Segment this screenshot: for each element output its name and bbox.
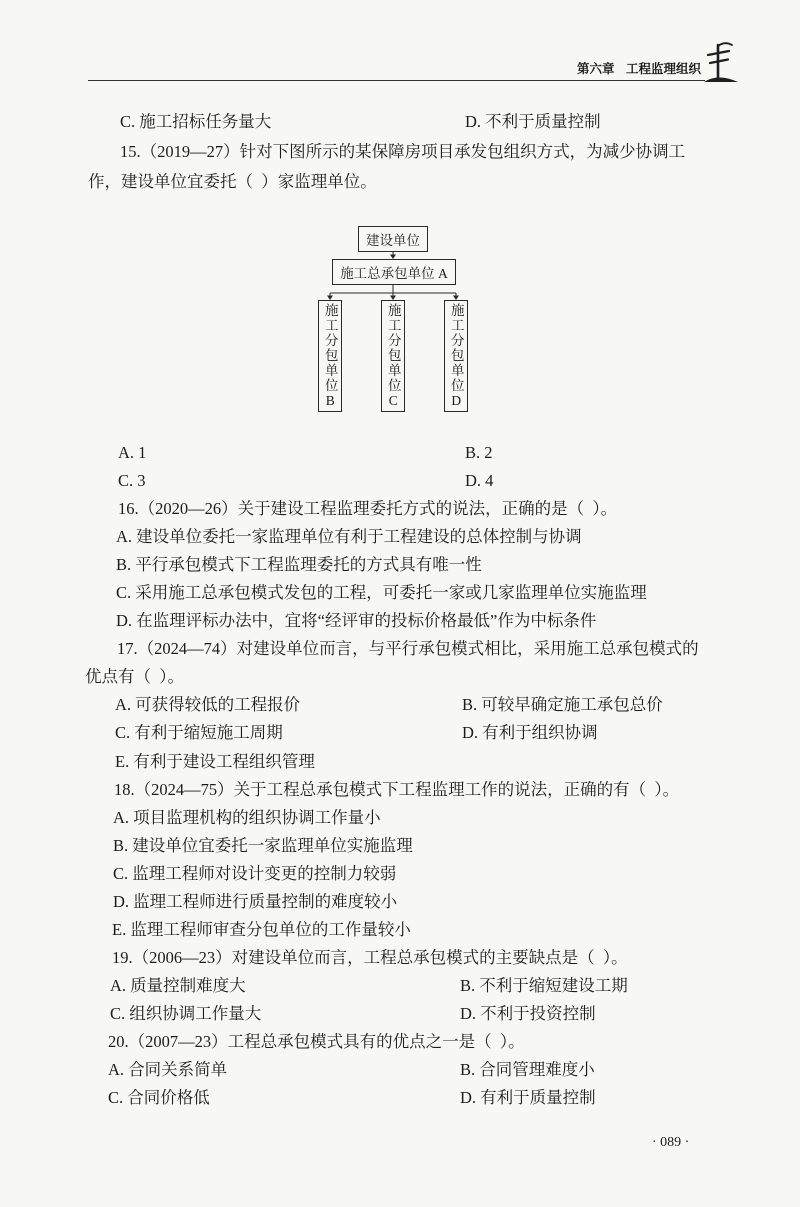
q18-option-c: C. 监理工程师对设计变更的控制力较弱 [113,863,397,883]
q16-stem: 16.（2020—26）关于建设工程监理委托方式的说法，正确的是（ ）。 [118,499,618,519]
q19-stem-line [0,944,800,972]
header-rule [88,80,705,81]
q14-option-d: D. 不利于质量控制 [465,112,601,131]
q14-options-row [0,107,800,137]
q17-stem-line [0,663,800,691]
q14-option-c: C. 施工招标任务量大 [120,112,272,131]
q15-stem-line [0,137,800,167]
subcontractor-box-d [444,300,468,412]
q20-stem: 20.（2007—23）工程总承包模式具有的优点之一是（ ）。 [108,1031,525,1051]
q20-option-a: A. 合同关系简单 [108,1060,228,1080]
q15-stem-line-2: 作，建设单位宜委托（ ）家监理单位。 [88,172,377,191]
page-number: · 089 · [652,1135,690,1150]
q15-option-b: B. 2 [465,443,493,462]
q17-option-c: C. 有利于缩短施工周期 [115,723,283,743]
chapter-title: 工程监理组织 [626,62,702,76]
q18-stem: 18.（2024—75）关于工程总承包模式下工程监理工作的说法，正确的有（ ）。 [114,779,680,799]
q17-stem-line-2: 优点有（ ）。 [85,667,184,687]
q16-option-row [0,579,800,607]
q15-stem-line [0,167,800,197]
q18-option-b: B. 建设单位宜委托一家监理单位实施监理 [113,835,413,855]
q15-option-c: C. 3 [118,471,146,491]
q17-option-b: B. 可较早确定施工承包总价 [462,695,663,715]
q18-option-row [0,888,800,916]
section-q14-q15-stem [0,107,800,197]
q20-options-row [0,1084,800,1112]
q20-option-c: C. 合同价格低 [108,1088,210,1108]
q19-stem: 19.（2006—23）对建设单位而言，工程总承包模式的主要缺点是（ ）。 [112,947,628,967]
section-questions [0,439,800,1112]
q18-option-row [0,916,800,944]
general-contractor-label: 施工总承包单位 A [340,266,448,281]
q16-stem-line [0,495,800,523]
general-contractor-box [332,259,456,285]
subcontractor-box-c [381,300,405,412]
q19-options-row [0,972,800,1000]
q18-option-a: A. 项目监理机构的组织协调工作量小 [113,807,381,827]
chapter-number: 第六章 [577,62,615,76]
q18-option-row [0,804,800,832]
contract-organization-diagram [310,220,480,420]
q16-option-a: A. 建设单位委托一家监理单位有利于工程建设的总体控制与协调 [116,527,582,547]
q19-options-row [0,1000,800,1028]
q19-option-a: A. 质量控制难度大 [110,975,246,995]
q19-option-c: C. 组织协调工作量大 [110,1003,262,1023]
owner-label: 建设单位 [366,233,420,248]
q17-option-row [0,748,800,776]
q20-option-b: B. 合同管理难度小 [460,1060,595,1080]
q17-option-a: A. 可获得较低的工程报价 [115,695,301,715]
subcontractor-label-c: 施工分包单位C [385,302,401,410]
q16-option-d: D. 在监理评标办法中，宜将“经评审的投标价格最低”作为中标条件 [116,611,597,631]
q15-options-row [0,467,800,495]
owner-box [358,226,428,252]
subcontractor-label-d: 施工分包单位D [448,302,464,410]
q17-option-d: D. 有利于组织协调 [462,723,598,743]
subcontractor-box-b [318,300,342,412]
q20-options-row [0,1056,800,1084]
q15-stem-line-1: 15.（2019—27）针对下图所示的某保障房项目承发包组织方式，为减少协调工 [120,142,686,161]
q17-option-e: E. 有利于建设工程组织管理 [115,751,315,771]
chapter-emblem-icon [698,40,744,86]
q20-stem-line [0,1028,800,1056]
subcontractor-label-b: 施工分包单位B [322,302,338,410]
q15-options-row [0,439,800,467]
q20-option-d: D. 有利于质量控制 [460,1088,596,1108]
q16-option-row [0,523,800,551]
q18-stem-line [0,776,800,804]
q18-option-row [0,832,800,860]
q15-option-d: D. 4 [465,471,494,491]
q17-stem-line-1: 17.（2024—74）对建设单位而言，与平行承包模式相比，采用施工总承包模式的 [117,639,699,659]
q17-options-row [0,691,800,719]
q19-option-b: B. 不利于缩短建设工期 [460,975,628,995]
q19-option-d: D. 不利于投资控制 [460,1003,596,1023]
q18-option-row [0,860,800,888]
q18-option-e: E. 监理工程师审查分包单位的工作量较小 [112,919,411,939]
q17-options-row [0,719,800,747]
q16-option-row [0,551,800,579]
q17-stem-line [0,635,800,663]
q16-option-row [0,607,800,635]
q16-option-b: B. 平行承包模式下工程监理委托的方式具有唯一性 [116,555,482,575]
q18-option-d: D. 监理工程师进行质量控制的难度较小 [113,891,398,911]
q15-option-a: A. 1 [118,443,147,462]
q16-option-c: C. 采用施工总承包模式发包的工程，可委托一家或几家监理单位实施监理 [116,583,647,603]
